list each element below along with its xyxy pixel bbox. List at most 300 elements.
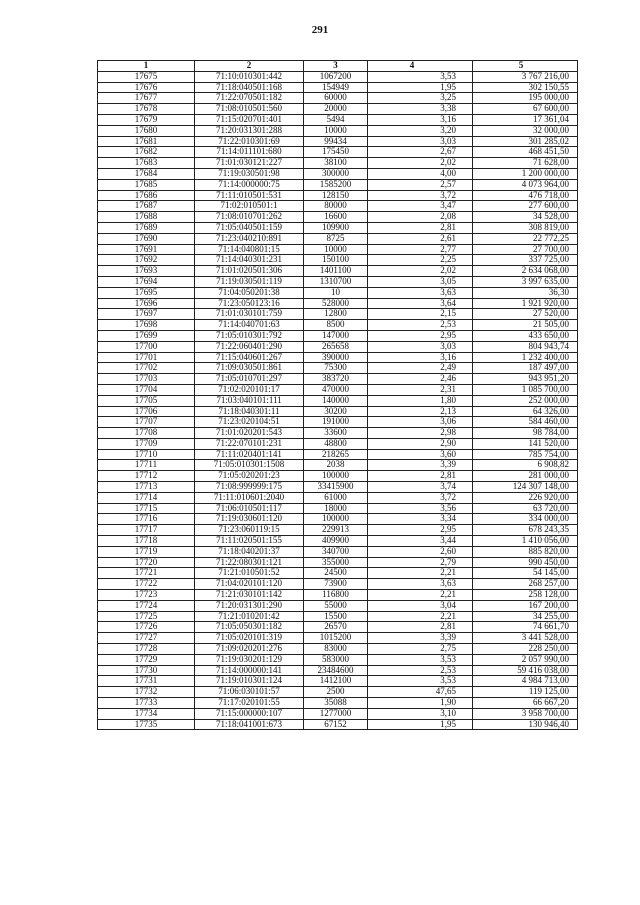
table-row (98, 320, 578, 331)
area-cell: 355000 (304, 557, 368, 568)
rate-cell: 4,00 (368, 168, 473, 179)
row-number-cell: 17675 (98, 71, 195, 82)
area-cell: 8500 (304, 320, 368, 331)
cadastral-number-cell: 71:01:020201:543 (195, 428, 304, 439)
rate-cell: 2,21 (368, 568, 473, 579)
cadastral-number-cell: 71:15:000000:107 (195, 708, 304, 719)
cadastral-number-cell: 71:11:020501:155 (195, 536, 304, 547)
rate-cell: 2,02 (368, 266, 473, 277)
row-number-cell: 17732 (98, 687, 195, 698)
table-row (98, 719, 578, 730)
area-cell: 75300 (304, 363, 368, 374)
area-cell: 390000 (304, 352, 368, 363)
value-cell: 334 000,00 (473, 514, 578, 525)
value-cell: 4 984 713,00 (473, 676, 578, 687)
rate-cell: 2,13 (368, 406, 473, 417)
value-cell: 4 073 964,00 (473, 179, 578, 190)
value-cell: 74 661,70 (473, 622, 578, 633)
cadastral-number-cell: 71:23:040210:891 (195, 233, 304, 244)
cadastral-number-cell: 71:06:010501:117 (195, 503, 304, 514)
row-number-cell: 17724 (98, 600, 195, 611)
page-number: 291 (311, 24, 329, 36)
row-number-cell: 17730 (98, 665, 195, 676)
cadastral-number-cell: 71:14:000000:75 (195, 179, 304, 190)
rate-cell: 3,39 (368, 460, 473, 471)
value-cell: 301 285,02 (473, 136, 578, 147)
rate-cell: 3,47 (368, 201, 473, 212)
value-cell: 302 150,55 (473, 82, 578, 93)
rate-cell: 2,21 (368, 590, 473, 601)
table-row (98, 406, 578, 417)
land-registry-table (97, 60, 578, 730)
rate-cell: 3,53 (368, 654, 473, 665)
rate-cell: 2,75 (368, 644, 473, 655)
table-row (98, 644, 578, 655)
row-number-cell: 17688 (98, 212, 195, 223)
value-cell: 584 460,00 (473, 417, 578, 428)
value-cell: 2 057 990,00 (473, 654, 578, 665)
area-cell: 33415900 (304, 482, 368, 493)
table-row (98, 244, 578, 255)
rate-cell: 3,63 (368, 579, 473, 590)
value-cell: 27 520,00 (473, 309, 578, 320)
table-row (98, 611, 578, 622)
row-number-cell: 17725 (98, 611, 195, 622)
table-row (98, 179, 578, 190)
table-row (98, 395, 578, 406)
cadastral-number-cell: 71:06:030101:57 (195, 687, 304, 698)
area-cell: 38100 (304, 158, 368, 169)
value-cell: 228 250,00 (473, 644, 578, 655)
row-number-cell: 17711 (98, 460, 195, 471)
table-row (98, 352, 578, 363)
area-cell: 109900 (304, 222, 368, 233)
table-row (98, 590, 578, 601)
rate-cell: 1,80 (368, 395, 473, 406)
table-row (98, 676, 578, 687)
cadastral-number-cell: 71:08:999999:175 (195, 482, 304, 493)
rate-cell: 3,53 (368, 676, 473, 687)
cadastral-number-cell: 71:15:020701:401 (195, 114, 304, 125)
row-number-cell: 17719 (98, 546, 195, 557)
rate-cell: 2,98 (368, 428, 473, 439)
value-cell: 34 528,00 (473, 212, 578, 223)
table-row (98, 687, 578, 698)
row-number-cell: 17683 (98, 158, 195, 169)
rate-cell: 2,21 (368, 611, 473, 622)
cadastral-number-cell: 71:17:020101:55 (195, 698, 304, 709)
row-number-cell: 17706 (98, 406, 195, 417)
rate-cell: 3,44 (368, 536, 473, 547)
table-row (98, 708, 578, 719)
table-row (98, 266, 578, 277)
value-cell: 433 650,00 (473, 330, 578, 341)
value-cell: 252 000,00 (473, 395, 578, 406)
table-row (98, 492, 578, 503)
table-row (98, 190, 578, 201)
row-number-cell: 17710 (98, 449, 195, 460)
rate-cell: 3,38 (368, 104, 473, 115)
table-row (98, 93, 578, 104)
rate-cell: 2,90 (368, 438, 473, 449)
area-cell: 30200 (304, 406, 368, 417)
rate-cell: 2,02 (368, 158, 473, 169)
row-number-cell: 17694 (98, 276, 195, 287)
rate-cell: 3,20 (368, 125, 473, 136)
row-number-cell: 17726 (98, 622, 195, 633)
rate-cell: 1,95 (368, 82, 473, 93)
area-cell: 10 (304, 287, 368, 298)
rate-cell: 2,53 (368, 320, 473, 331)
area-cell: 1401100 (304, 266, 368, 277)
row-number-cell: 17728 (98, 644, 195, 655)
cadastral-number-cell: 71:20:031301:290 (195, 600, 304, 611)
rate-cell: 3,16 (368, 352, 473, 363)
value-cell: 32 000,00 (473, 125, 578, 136)
cadastral-number-cell: 71:23:060119:15 (195, 525, 304, 536)
cadastral-number-cell: 71:05:010301:1508 (195, 460, 304, 471)
cadastral-number-cell: 71:15:040601:267 (195, 352, 304, 363)
row-number-cell: 17689 (98, 222, 195, 233)
table-row (98, 168, 578, 179)
value-cell: 3 441 528,00 (473, 633, 578, 644)
table-row (98, 147, 578, 158)
area-cell: 83000 (304, 644, 368, 655)
rate-cell: 2,15 (368, 309, 473, 320)
table-row (98, 71, 578, 82)
rate-cell: 47,65 (368, 687, 473, 698)
rate-cell: 2,81 (368, 471, 473, 482)
value-cell: 195 000,00 (473, 93, 578, 104)
cadastral-number-cell: 71:01:030121:227 (195, 158, 304, 169)
value-cell: 1 921 920,00 (473, 298, 578, 309)
row-number-cell: 17713 (98, 482, 195, 493)
value-cell: 64 326,00 (473, 406, 578, 417)
row-number-cell: 17687 (98, 201, 195, 212)
cadastral-number-cell: 71:09:020201:276 (195, 644, 304, 655)
row-number-cell: 17692 (98, 255, 195, 266)
value-cell: 21 505,00 (473, 320, 578, 331)
area-cell: 147000 (304, 330, 368, 341)
area-cell: 1412100 (304, 676, 368, 687)
area-cell: 73900 (304, 579, 368, 590)
area-cell: 340700 (304, 546, 368, 557)
value-cell: 17 361,04 (473, 114, 578, 125)
area-cell: 67152 (304, 719, 368, 730)
area-cell: 1015200 (304, 633, 368, 644)
area-cell: 1067200 (304, 71, 368, 82)
table-row (98, 125, 578, 136)
value-cell: 308 819,00 (473, 222, 578, 233)
area-cell: 80000 (304, 201, 368, 212)
cadastral-number-cell: 71:18:041001:673 (195, 719, 304, 730)
cadastral-number-cell: 71:08:010501:560 (195, 104, 304, 115)
row-number-cell: 17679 (98, 114, 195, 125)
area-cell: 116800 (304, 590, 368, 601)
value-cell: 277 600,00 (473, 201, 578, 212)
area-cell: 24500 (304, 568, 368, 579)
cadastral-number-cell: 71:10:010301:442 (195, 71, 304, 82)
cadastral-number-cell: 71:05:020201:23 (195, 471, 304, 482)
table-body (98, 71, 578, 730)
area-cell: 23484600 (304, 665, 368, 676)
table-row (98, 482, 578, 493)
column-header-1: 1 (98, 61, 195, 72)
cadastral-number-cell: 71:23:020104:51 (195, 417, 304, 428)
area-cell: 409900 (304, 536, 368, 547)
table-row (98, 374, 578, 385)
row-number-cell: 17677 (98, 93, 195, 104)
table-row (98, 114, 578, 125)
value-cell: 98 784,00 (473, 428, 578, 439)
row-number-cell: 17703 (98, 374, 195, 385)
value-cell: 1 232 400,00 (473, 352, 578, 363)
table-row (98, 222, 578, 233)
value-cell: 476 718,00 (473, 190, 578, 201)
row-number-cell: 17697 (98, 309, 195, 320)
cadastral-number-cell: 71:14:040301:231 (195, 255, 304, 266)
area-cell: 15500 (304, 611, 368, 622)
value-cell: 22 772,25 (473, 233, 578, 244)
area-cell: 16600 (304, 212, 368, 223)
cadastral-number-cell: 71:11:010601:2040 (195, 492, 304, 503)
rate-cell: 1,90 (368, 698, 473, 709)
row-number-cell: 17695 (98, 287, 195, 298)
table-row (98, 330, 578, 341)
table-row (98, 471, 578, 482)
area-cell: 48800 (304, 438, 368, 449)
area-cell: 1310700 (304, 276, 368, 287)
cadastral-number-cell: 71:14:040801:15 (195, 244, 304, 255)
cadastral-number-cell: 71:03:040101:111 (195, 395, 304, 406)
row-number-cell: 17727 (98, 633, 195, 644)
area-cell: 265658 (304, 341, 368, 352)
area-cell: 2500 (304, 687, 368, 698)
header-row (98, 61, 578, 72)
cadastral-number-cell: 71:01:030101:759 (195, 309, 304, 320)
value-cell: 36,30 (473, 287, 578, 298)
row-number-cell: 17717 (98, 525, 195, 536)
area-cell: 20000 (304, 104, 368, 115)
area-cell: 175450 (304, 147, 368, 158)
row-number-cell: 17714 (98, 492, 195, 503)
row-number-cell: 17718 (98, 536, 195, 547)
area-cell: 140000 (304, 395, 368, 406)
cadastral-number-cell: 71:09:030501:861 (195, 363, 304, 374)
table-row (98, 438, 578, 449)
area-cell: 191000 (304, 417, 368, 428)
cadastral-number-cell: 71:20:031301:288 (195, 125, 304, 136)
table-row (98, 363, 578, 374)
rate-cell: 3,10 (368, 708, 473, 719)
value-cell: 943 951,20 (473, 374, 578, 385)
cadastral-number-cell: 71:14:000000:141 (195, 665, 304, 676)
cadastral-number-cell: 71:18:040301:11 (195, 406, 304, 417)
cadastral-number-cell: 71:22:070501:182 (195, 93, 304, 104)
value-cell: 3 997 635,00 (473, 276, 578, 287)
value-cell: 337 725,00 (473, 255, 578, 266)
area-cell: 1277000 (304, 708, 368, 719)
row-number-cell: 17722 (98, 579, 195, 590)
cadastral-number-cell: 71:02:010501:1 (195, 201, 304, 212)
value-cell: 468 451,50 (473, 147, 578, 158)
rate-cell: 3,16 (368, 114, 473, 125)
value-cell: 63 720,00 (473, 503, 578, 514)
column-header-2: 2 (195, 61, 304, 72)
area-cell: 2038 (304, 460, 368, 471)
row-number-cell: 17680 (98, 125, 195, 136)
row-number-cell: 17709 (98, 438, 195, 449)
row-number-cell: 17720 (98, 557, 195, 568)
row-number-cell: 17699 (98, 330, 195, 341)
area-cell: 300000 (304, 168, 368, 179)
cadastral-number-cell: 71:05:050301:182 (195, 622, 304, 633)
table-row (98, 298, 578, 309)
area-cell: 470000 (304, 384, 368, 395)
area-cell: 8725 (304, 233, 368, 244)
row-number-cell: 17702 (98, 363, 195, 374)
table-row (98, 255, 578, 266)
cadastral-number-cell: 71:22:010301:69 (195, 136, 304, 147)
area-cell: 218265 (304, 449, 368, 460)
table-row (98, 536, 578, 547)
value-cell: 258 128,00 (473, 590, 578, 601)
value-cell: 34 255,00 (473, 611, 578, 622)
area-cell: 154949 (304, 82, 368, 93)
row-number-cell: 17698 (98, 320, 195, 331)
row-number-cell: 17686 (98, 190, 195, 201)
cadastral-number-cell: 71:21:010501:52 (195, 568, 304, 579)
table-row (98, 654, 578, 665)
table-row (98, 568, 578, 579)
rate-cell: 3,03 (368, 136, 473, 147)
table-row (98, 525, 578, 536)
cadastral-number-cell: 71:22:070101:231 (195, 438, 304, 449)
value-cell: 187 497,00 (473, 363, 578, 374)
row-number-cell: 17700 (98, 341, 195, 352)
table-row (98, 503, 578, 514)
area-cell: 1585200 (304, 179, 368, 190)
cadastral-number-cell: 71:02:020101:17 (195, 384, 304, 395)
row-number-cell: 17716 (98, 514, 195, 525)
rate-cell: 2,95 (368, 525, 473, 536)
rate-cell: 3,74 (368, 482, 473, 493)
cadastral-number-cell: 71:18:040501:168 (195, 82, 304, 93)
value-cell: 2 634 068,00 (473, 266, 578, 277)
cadastral-number-cell: 71:04:020101:120 (195, 579, 304, 590)
value-cell: 54 145,00 (473, 568, 578, 579)
cadastral-number-cell: 71:18:040201:37 (195, 546, 304, 557)
cadastral-number-cell: 71:19:030501:98 (195, 168, 304, 179)
rate-cell: 1,95 (368, 719, 473, 730)
cadastral-number-cell: 71:05:040501:159 (195, 222, 304, 233)
value-cell: 124 307 148,00 (473, 482, 578, 493)
rate-cell: 2,79 (368, 557, 473, 568)
rate-cell: 3,72 (368, 492, 473, 503)
rate-cell: 2,81 (368, 222, 473, 233)
area-cell: 18000 (304, 503, 368, 514)
row-number-cell: 17690 (98, 233, 195, 244)
rate-cell: 2,49 (368, 363, 473, 374)
row-number-cell: 17731 (98, 676, 195, 687)
value-cell: 1 200 000,00 (473, 168, 578, 179)
table-row (98, 201, 578, 212)
area-cell: 10000 (304, 244, 368, 255)
row-number-cell: 17684 (98, 168, 195, 179)
table-row (98, 665, 578, 676)
cadastral-number-cell: 71:23:050123:16 (195, 298, 304, 309)
rate-cell: 3,63 (368, 287, 473, 298)
value-cell: 141 520,00 (473, 438, 578, 449)
area-cell: 61000 (304, 492, 368, 503)
value-cell: 6 908,82 (473, 460, 578, 471)
row-number-cell: 17721 (98, 568, 195, 579)
table-row (98, 212, 578, 223)
rate-cell: 2,67 (368, 147, 473, 158)
value-cell: 130 946,40 (473, 719, 578, 730)
cadastral-number-cell: 71:01:020501:306 (195, 266, 304, 277)
rate-cell: 2,95 (368, 330, 473, 341)
column-header-3: 3 (304, 61, 368, 72)
area-cell: 383720 (304, 374, 368, 385)
rate-cell: 2,25 (368, 255, 473, 266)
row-number-cell: 17676 (98, 82, 195, 93)
table-row (98, 158, 578, 169)
row-number-cell: 17735 (98, 719, 195, 730)
value-cell: 268 257,00 (473, 579, 578, 590)
value-cell: 281 000,00 (473, 471, 578, 482)
value-cell: 3 958 700,00 (473, 708, 578, 719)
table-row (98, 514, 578, 525)
row-number-cell: 17712 (98, 471, 195, 482)
area-cell: 583000 (304, 654, 368, 665)
value-cell: 66 667,20 (473, 698, 578, 709)
cadastral-number-cell: 71:22:060401:290 (195, 341, 304, 352)
area-cell: 99434 (304, 136, 368, 147)
rate-cell: 3,34 (368, 514, 473, 525)
row-number-cell: 17678 (98, 104, 195, 115)
cadastral-number-cell: 71:11:010501:531 (195, 190, 304, 201)
table-row (98, 136, 578, 147)
column-header-5: 5 (473, 61, 578, 72)
cadastral-number-cell: 71:19:010301:124 (195, 676, 304, 687)
table-row (98, 82, 578, 93)
cadastral-number-cell: 71:08:010701:262 (195, 212, 304, 223)
table-row (98, 698, 578, 709)
row-number-cell: 17723 (98, 590, 195, 601)
value-cell: 226 920,00 (473, 492, 578, 503)
area-cell: 35088 (304, 698, 368, 709)
table-row (98, 309, 578, 320)
cadastral-number-cell: 71:11:020401:141 (195, 449, 304, 460)
table-row (98, 546, 578, 557)
cadastral-number-cell: 71:05:010301:792 (195, 330, 304, 341)
area-cell: 12800 (304, 309, 368, 320)
area-cell: 128150 (304, 190, 368, 201)
cadastral-number-cell: 71:19:030201:129 (195, 654, 304, 665)
value-cell: 3 767 216,00 (473, 71, 578, 82)
table-row (98, 579, 578, 590)
row-number-cell: 17704 (98, 384, 195, 395)
area-cell: 150100 (304, 255, 368, 266)
value-cell: 785 754,00 (473, 449, 578, 460)
rate-cell: 3,53 (368, 71, 473, 82)
row-number-cell: 17691 (98, 244, 195, 255)
value-cell: 67 600,00 (473, 104, 578, 115)
cadastral-number-cell: 71:14:011101:680 (195, 147, 304, 158)
value-cell: 119 125,00 (473, 687, 578, 698)
table-row (98, 622, 578, 633)
